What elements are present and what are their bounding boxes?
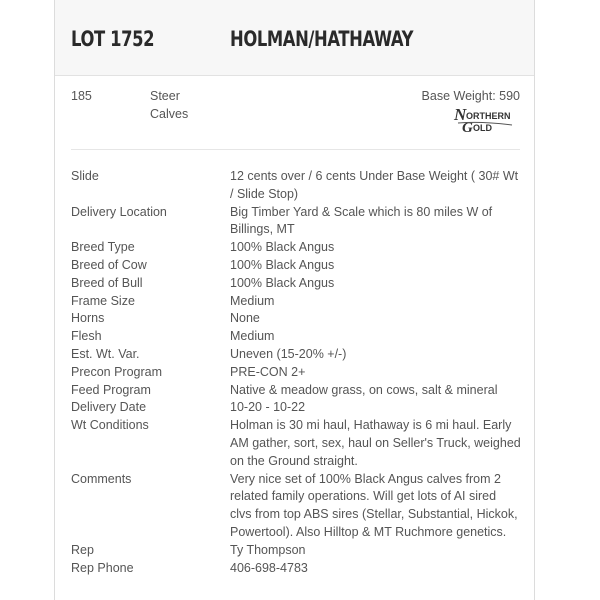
lot-number: LOT 1752	[71, 27, 155, 51]
detail-label: Frame Size	[71, 293, 135, 308]
detail-value: None	[230, 311, 260, 326]
lot-details	[71, 168, 521, 577]
detail-row	[71, 275, 521, 293]
detail-label: Feed Program	[71, 382, 151, 397]
detail-label: Flesh	[71, 329, 102, 344]
detail-value: Medium	[230, 329, 275, 344]
detail-row	[71, 293, 521, 311]
detail-row	[71, 364, 521, 382]
detail-row	[71, 310, 521, 328]
lot-title: HOLMAN/HATHAWAY	[230, 27, 414, 51]
detail-label: Rep	[71, 542, 94, 557]
detail-value: PRE-CON 2+	[230, 364, 306, 379]
cattle-type-line1: Steer	[150, 89, 180, 103]
detail-label: Delivery Date	[71, 400, 147, 415]
detail-label: Breed Type	[71, 240, 135, 255]
detail-label: Est. Wt. Var.	[71, 346, 140, 361]
detail-row	[71, 382, 521, 400]
svg-text:ORTHERN: ORTHERN	[466, 111, 511, 121]
svg-text:G: G	[462, 120, 473, 134]
detail-value: Very nice set of 100% Black Angus calves from 2 related family operations. Will get lots of AI sired clvs from top ABS sires (Stellar, Substantial, Hickok, Powertool). Also Hilltop & MT Ruchmore genetics.	[230, 471, 518, 539]
detail-label: Horns	[71, 311, 105, 326]
detail-row	[71, 328, 521, 346]
svg-text:OLD: OLD	[473, 123, 492, 133]
detail-value: Uneven (15-20% +/-)	[230, 346, 347, 361]
detail-row	[71, 560, 521, 578]
detail-row	[71, 168, 521, 204]
detail-row	[71, 399, 521, 417]
detail-value: Holman is 30 mi haul, Hathaway is 6 mi haul. Early AM gather, sort, sex, haul on Seller's Truck, weighed on the Ground straight.	[230, 418, 521, 468]
detail-label: Wt Conditions	[71, 418, 149, 433]
detail-label: Rep Phone	[71, 560, 134, 575]
lot-header	[55, 0, 534, 76]
detail-label: Slide	[71, 169, 99, 183]
detail-label: Precon Program	[71, 364, 163, 379]
detail-value: 100% Black Angus	[230, 275, 335, 290]
detail-label: Breed of Bull	[71, 275, 143, 290]
northern-gold-logo	[452, 108, 524, 134]
detail-row	[71, 204, 521, 240]
detail-value: 100% Black Angus	[230, 240, 335, 255]
detail-value: 100% Black Angus	[230, 257, 335, 272]
detail-row	[71, 346, 521, 364]
detail-value: 10-20 - 10-22	[230, 400, 306, 415]
detail-value: Medium	[230, 293, 275, 308]
svg-text:N: N	[454, 108, 467, 124]
detail-value: 12 cents over / 6 cents Under Base Weight ( 30# Wt / Slide Stop)	[230, 169, 519, 201]
detail-value: Big Timber Yard & Scale which is 80 miles W of Billings, MT	[230, 204, 493, 237]
head-count: 185	[71, 89, 92, 103]
detail-row	[71, 471, 521, 542]
detail-label: Comments	[71, 471, 132, 486]
section-divider	[71, 149, 520, 150]
base-weight: Base Weight: 590	[421, 89, 520, 103]
cattle-type-line2: Calves	[150, 107, 189, 121]
detail-value: Native & meadow grass, on cows, salt & mineral	[230, 382, 498, 397]
detail-row	[71, 239, 521, 257]
detail-row	[71, 417, 521, 470]
detail-value: Ty Thompson	[230, 542, 306, 557]
detail-row	[71, 257, 521, 275]
detail-row	[71, 542, 521, 560]
detail-label: Breed of Cow	[71, 257, 147, 272]
detail-label: Delivery Location	[71, 204, 167, 219]
lot-card	[54, 0, 535, 600]
detail-value: 406-698-4783	[230, 560, 308, 575]
